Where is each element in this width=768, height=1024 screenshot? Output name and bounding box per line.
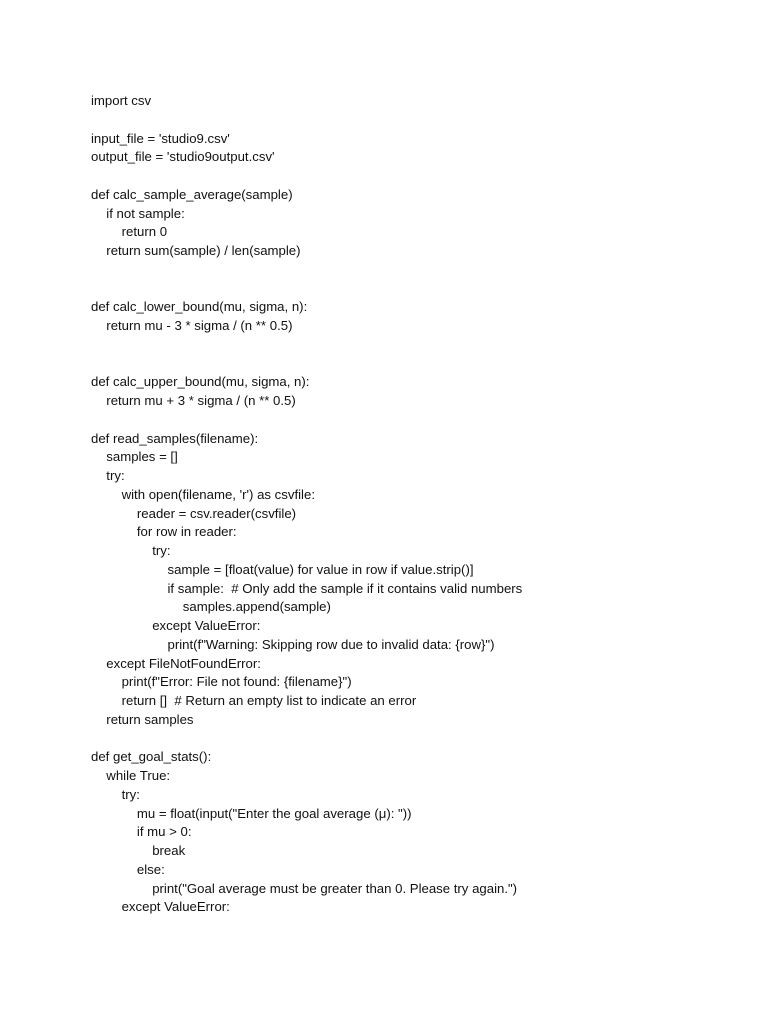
code-line: return samples (106, 711, 194, 727)
blank-line (91, 355, 751, 374)
blank-line (91, 336, 751, 355)
code-line: samples = [] (106, 449, 178, 465)
code-line: mu = float(input("Enter the goal average (μ): ")) (136, 805, 412, 821)
code-line: print("Goal average must be greater than 0. Please try again.") (152, 880, 518, 896)
code-line: def read_samples(filename): (91, 430, 259, 446)
code-line: if sample: # Only add the sample if it contains valid numbers (167, 580, 523, 596)
code-line: else: (136, 861, 165, 877)
code-line: def get_goal_stats(): (91, 749, 212, 765)
code-line: try: (121, 786, 140, 802)
code-line: return mu - 3 * sigma / (n ** 0.5) (106, 318, 293, 333)
code-line: while True: (106, 768, 171, 783)
code-line: if not sample: (106, 205, 185, 221)
code-line: print(f"Warning: Skipping row due to invalid data: {row}") (167, 636, 495, 652)
code-line: sample = [float(value) for value in row if value.strip()] (167, 561, 474, 577)
code-line: try: (152, 543, 171, 558)
code-line: input_file = 'studio9.csv' (91, 130, 230, 146)
code-line: return [] # Return an empty list to indicate an error (121, 693, 417, 708)
blank-line (91, 411, 751, 430)
code-line: break (152, 843, 186, 858)
blank-line (91, 261, 751, 280)
code-line: for row in reader: (136, 524, 237, 540)
code-line: try: (106, 468, 125, 483)
code-line: except FileNotFoundError: (106, 655, 261, 671)
code-line: print(f"Error: File not found: {filename}") (121, 674, 352, 690)
code-line: return sum(sample) / len(sample) (106, 243, 301, 258)
blank-line (91, 280, 751, 299)
code-line: except ValueError: (121, 899, 230, 915)
code-line: samples.append(sample) (182, 599, 331, 615)
code-line: except ValueError: (152, 618, 261, 633)
code-line: output_file = 'studio9output.csv' (91, 149, 275, 165)
code-line: def calc_lower_bound(mu, sigma, n): (91, 299, 308, 315)
code-line: with open(filename, 'r') as csvfile: (121, 486, 315, 502)
code-line: def calc_upper_bound(mu, sigma, n): (91, 374, 310, 390)
blank-line (91, 111, 751, 130)
code-line: if mu > 0: (136, 824, 192, 840)
blank-line (91, 167, 751, 186)
blank-line (91, 730, 751, 749)
code-listing (91, 92, 751, 917)
code-line: def calc_sample_average(sample) (91, 186, 293, 202)
code-line: return mu + 3 * sigma / (n ** 0.5) (106, 393, 296, 408)
code-line: return 0 (121, 224, 168, 240)
code-line: import csv (91, 93, 152, 108)
code-line: reader = csv.reader(csvfile) (136, 505, 297, 521)
